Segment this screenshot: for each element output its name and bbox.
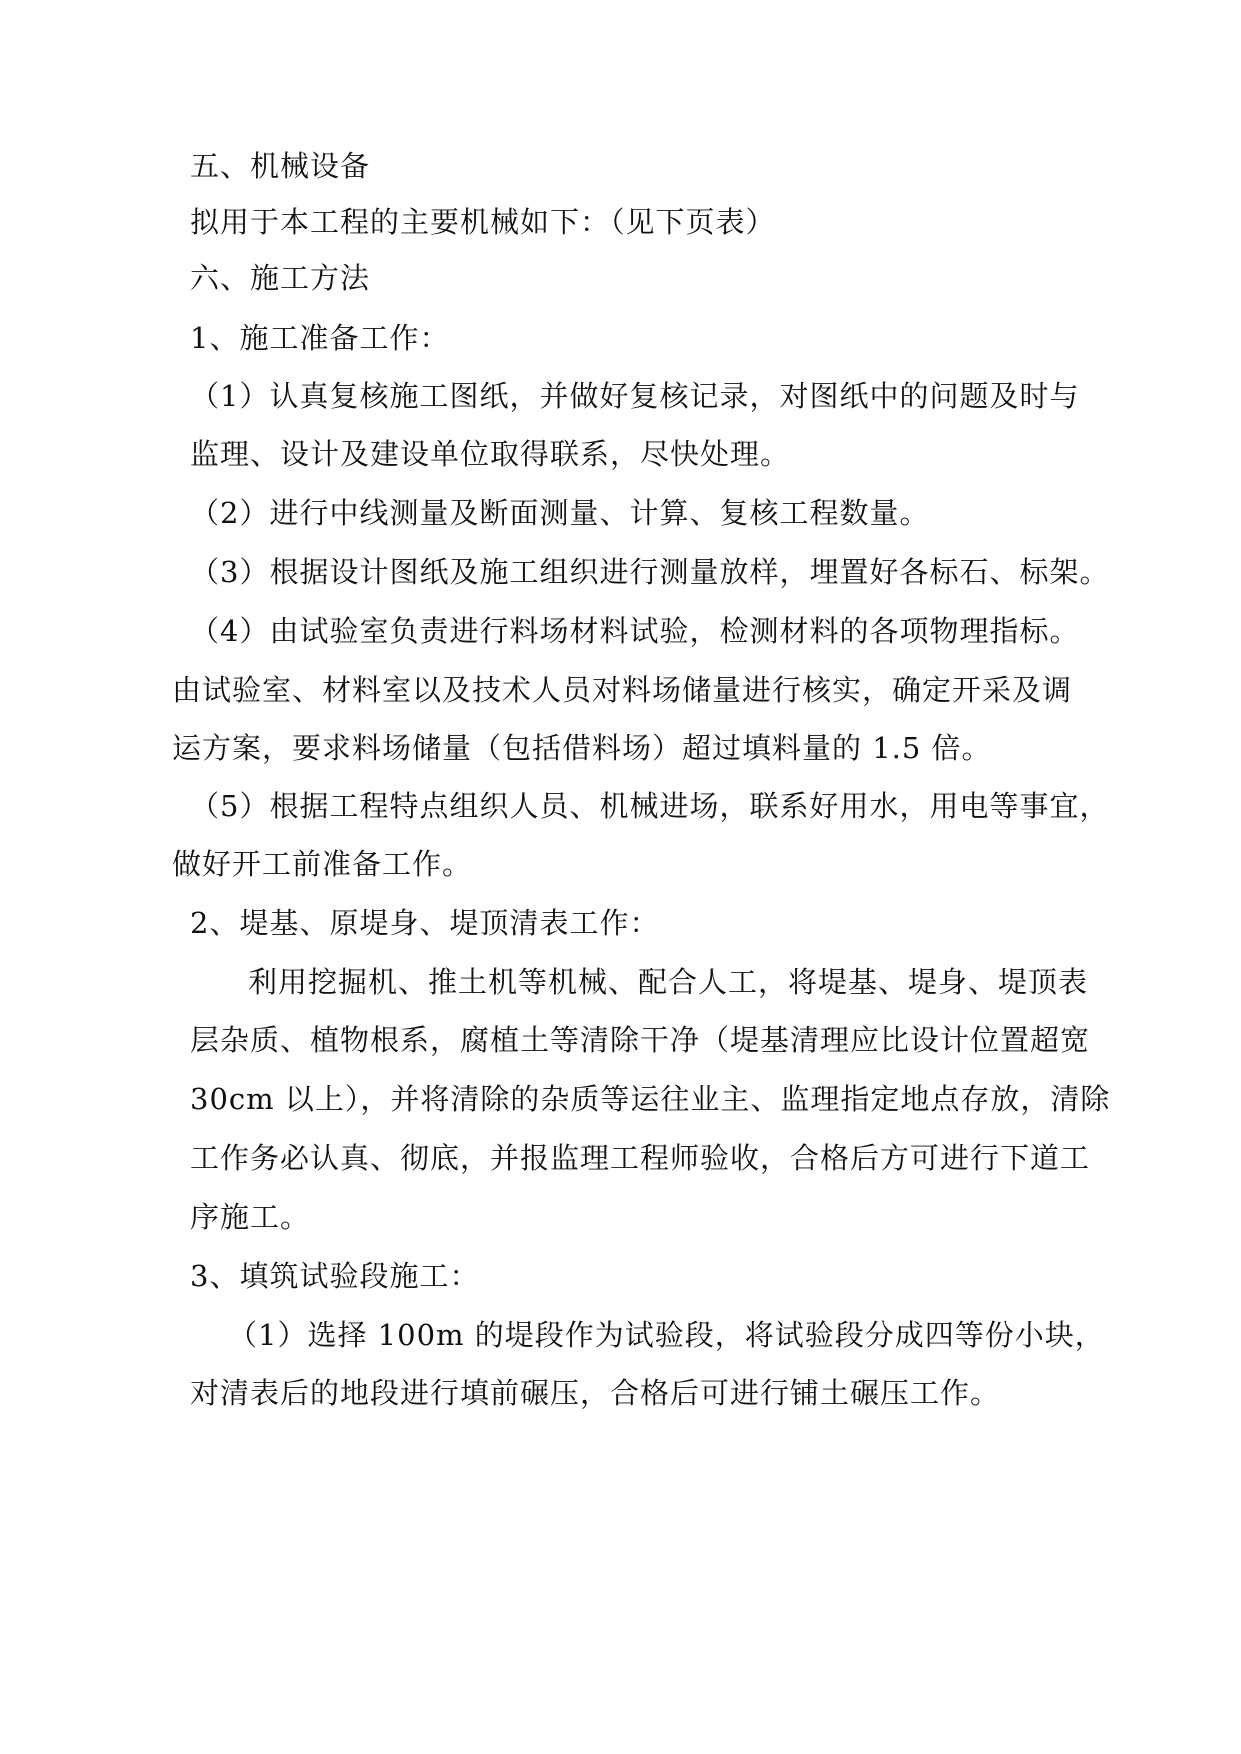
paragraph-line: 做好开工前准备工作。 (172, 847, 473, 881)
paragraph-line: （4）由试验室负责进行料场材料试验，检测材料的各项物理指标。 (190, 614, 1080, 648)
paragraph-line: 序施工。 (190, 1200, 311, 1234)
paragraph-line: 运方案，要求料场储量（包括借料场）超过填料量的 1.5 倍。 (172, 731, 992, 765)
paragraph-line: 工作务必认真、彻底，并报监理工程师验收，合格后方可进行下道工 (190, 1141, 1091, 1175)
subsection-heading-clearing: 2、堤基、原堤身、堤顶清表工作： (190, 906, 660, 940)
paragraph-line: 拟用于本工程的主要机械如下：（见下页表） (190, 205, 776, 239)
subsection-heading-trial-section: 3、填筑试验段施工： (190, 1259, 480, 1293)
subsection-heading-preparation: 1、施工准备工作： (190, 321, 450, 355)
paragraph-line: 层杂质、植物根系，腐植土等清除干净（堤基清理应比设计位置超宽 (190, 1023, 1091, 1057)
paragraph-line: 对清表后的地段进行填前碾压，合格后可进行铺土碾压工作。 (190, 1376, 1001, 1410)
paragraph-line: （1）认真复核施工图纸，并做好复核记录，对图纸中的问题及时与 (190, 379, 1080, 413)
section-heading-machinery: 五、机械设备 (190, 149, 371, 183)
paragraph-line: （1）选择 100m 的堤段作为试验段，将试验段分成四等份小块， (228, 1318, 1105, 1352)
paragraph-line: （3）根据设计图纸及施工组织进行测量放样，埋置好各标石、标架。 (190, 555, 1110, 589)
paragraph-line: 利用挖掘机、推土机等机械、配合人工，将堤基、堤身、堤顶表 (248, 965, 1089, 999)
paragraph-line: 监理、设计及建设单位取得联系，尽快处理。 (190, 437, 791, 471)
paragraph-line: 由试验室、材料室以及技术人员对料场储量进行核实，确定开采及调 (172, 673, 1073, 707)
paragraph-line: （2）进行中线测量及断面测量、计算、复核工程数量。 (190, 496, 930, 530)
paragraph-line: 30cm 以上），并将清除的杂质等运往业主、监理指定地点存放，清除 (190, 1082, 1111, 1116)
paragraph-line: （5）根据工程特点组织人员、机械进场，联系好用水，用电等事宜， (190, 789, 1110, 823)
section-heading-methods: 六、施工方法 (190, 261, 371, 295)
